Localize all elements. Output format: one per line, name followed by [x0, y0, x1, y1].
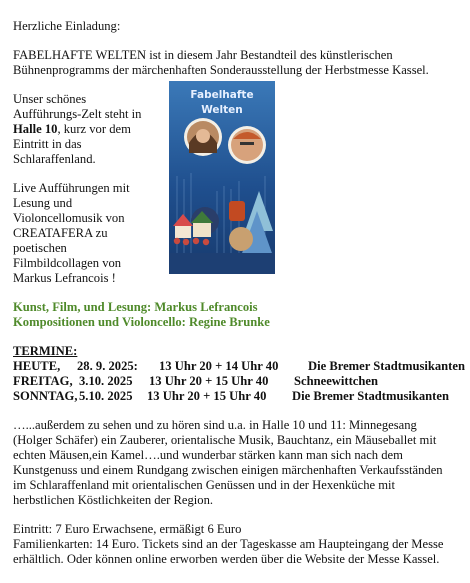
termine-day: SONNTAG,: [13, 389, 78, 403]
description-line-5: im Schlaraffenland mit orientalischen Genüssen und in der Hexenküche mit: [13, 478, 396, 492]
poster-title: Fabelhafte Welten: [190, 89, 254, 116]
perf-line-7: Markus Lefrancois !: [13, 271, 116, 285]
hall-label: Halle 10: [13, 122, 58, 136]
termine-date: 5.10. 2025: [79, 389, 133, 403]
termine-title: Schneewittchen: [294, 374, 378, 388]
termine-day: FREITAG,: [13, 374, 73, 388]
tent-line-4: Eintritt in das: [13, 137, 82, 151]
termine-day: HEUTE,: [13, 359, 61, 373]
termine-title: Die Bremer Stadtmusikanten: [292, 389, 449, 403]
termine-times: 13 Uhr 20 + 15 Uhr 40: [147, 389, 267, 403]
termine-row-1: [13, 359, 465, 374]
price-line-2: Familienkarten: 14 Euro. Tickets sind an der Tageskasse am Haupteingang der Messe: [13, 537, 444, 551]
credit-line-2: Kompositionen und Violoncello: Regine Brunke: [13, 315, 270, 329]
price-line-1: Eintritt: 7 Euro Erwachsene, ermäßigt 6 Euro: [13, 522, 242, 536]
termine-times: 13 Uhr 20 + 15 Uhr 40: [149, 374, 269, 388]
perf-line-1: Live Aufführungen mit: [13, 181, 130, 195]
tent-line-2: Aufführungs-Zelt steht in: [13, 107, 142, 121]
termine-row-3: [13, 389, 449, 404]
termine-heading: TERMINE:: [13, 344, 78, 358]
termine-date: 28. 9. 2025:: [77, 359, 138, 373]
perf-line-3: Violoncellomusik von: [13, 211, 125, 225]
intro-line-1: FABELHAFTE WELTEN ist in diesem Jahr Bestandteil des künstlerischen: [13, 48, 393, 62]
termine-row-2: [13, 374, 378, 389]
credit-line-1: Kunst, Film, und Lesung: Markus Lefrancois: [13, 300, 258, 314]
greeting: Herzliche Einladung:: [13, 19, 121, 33]
hall-rest: , kurz vor dem: [57, 122, 131, 136]
perf-line-5: poetischen: [13, 241, 67, 255]
description-line-3: echten Mäusen,ein Kamel….und wunderbar stärken kann man sich nach dem: [13, 448, 403, 462]
tent-line-5: Schlaraffenland.: [13, 152, 96, 166]
termine-times: 13 Uhr 20 + 14 Uhr 40: [159, 359, 279, 373]
termine-title: Die Bremer Stadtmusikanten: [308, 359, 465, 373]
tent-line-1: Unser schönes: [13, 92, 87, 106]
perf-line-6: Filmbildcollagen von: [13, 256, 122, 270]
description-line-2: (Holger Schäfer) ein Zauberer, orientalische Musik, Bauchtanz, ein Mäuseballet mit: [13, 433, 437, 447]
termine-date: 3.10. 2025: [79, 374, 133, 388]
description-line-4: Kunstgenuss und einem Rundgang zwischen einigen märchenhaften Verkaufsständen: [13, 463, 443, 477]
intro-line-2: Bühnenprogramms der märchenhaften Sonderausstellung der Herbstmesse Kassel.: [13, 63, 429, 77]
description-line-1: …...außerdem zu sehen und zu hören sind u.a. in Halle 10 und 11: Minnegesang: [13, 418, 417, 432]
poster-image: [169, 81, 275, 274]
tent-line-3: [13, 122, 131, 137]
perf-line-4: CREATAFERA zu: [13, 226, 108, 240]
perf-line-2: Lesung und: [13, 196, 73, 210]
description-line-6: herbstlichen Köstlichkeiten der Region.: [13, 493, 214, 507]
price-line-3: erhältlich. Oder können online erworben werden über die Website der Messe Kassel.: [13, 552, 440, 566]
